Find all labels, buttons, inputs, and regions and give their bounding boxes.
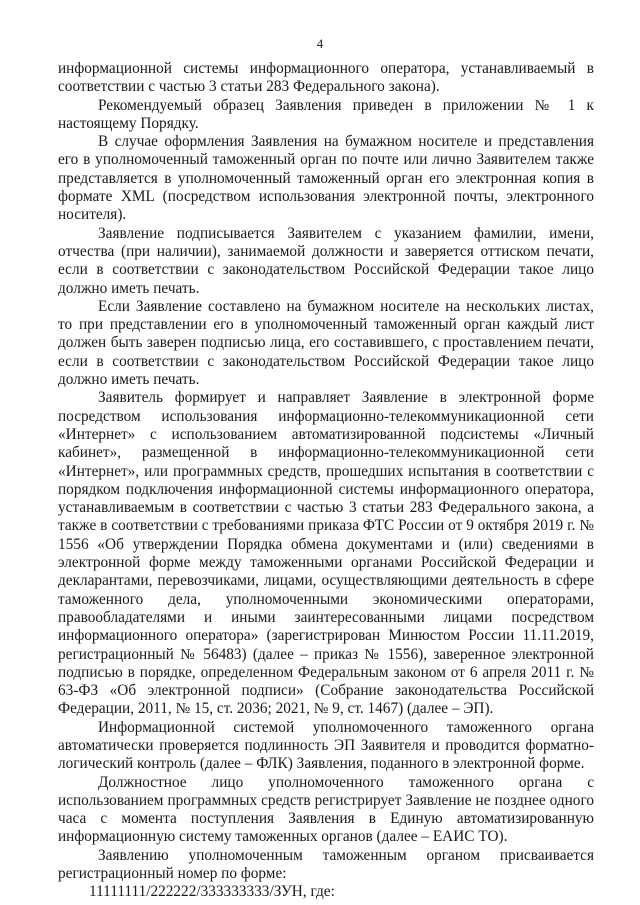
registration-number-format: 11111111/222222/333333333/ЗУН, где: [89,883,335,901]
paragraph-signature: Заявление подписывается Заявителем с указанием фамилии, имени, отчества (при наличии), занимаемой должности и заверяется оттиском печати, если в соответствии с законодательством Российской Федерации такое лицо должно иметь печать. [58,224,594,297]
document-body [58,60,594,902]
paragraph-paper-submission: В случае оформления Заявления на бумажном носителе и представления его в уполномоченный таможенный орган по почте или лично Заявителем также представляется в уполномоченный таможенный орган его электронная копия в формате XML (посредством использования электронной почты, электронного носителя). [58,133,594,224]
paragraph-sample-reference: Рекомендуемый образец Заявления приведен в приложении № 1 к настоящему Порядку. [58,96,594,132]
paragraph-multiple-sheets: Если Заявление составлено на бумажном носителе на нескольких листах, то при представлении его в уполномоченный таможенный орган каждый лист должен быть заверен подписью лица, его составившего, с проставлением печати, если в соответствии с законодательством Российской Федерации такое лицо должно иметь печать. [58,297,594,389]
paragraph-registration-number: Заявлению уполномоченным таможенным органом присваивается регистрационный номер по форме: [58,846,594,883]
page-number: 4 [316,36,324,51]
paragraph-registration: Должностное лицо уполномоченного таможенного органа с использованием программных средств регистрирует Заявление не позднее одного часа с момента поступления Заявления в Единую автоматизированную информационную систему таможенных органов (далее – ЕАИС ТО). [58,773,594,846]
paragraph-continuation: информационной системы информационного оператора, устанавливаемый в соответствии с частью 3 статьи 283 Федерального закона). [58,60,594,96]
paragraph-verification: Информационной системой уполномоченного таможенного органа автоматически проверяется подлинность ЭП Заявителя и проводится форматно-логический контроль (далее – ФЛК) Заявления, поданного в электронной форме. [58,718,594,773]
paragraph-electronic-submission: Заявитель формирует и направляет Заявление в электронной форме посредством использования информационно-телекоммуникационной сети «Интернет» с использованием автоматизированной подсистемы «Личный кабинет», размещенной в информационно-телекоммуникационной сети «Интернет», или программных средств, прошедших испытания в соответствии с порядком подключения информационной системы информационного оператора, устанавливаемым в соответствии с частью 3 статьи 283 Федерального закона, а также в соответствии с требованиями приказа ФТС России от 9 октября 2019 г. № 1556 «Об утверждении Порядка обмена документами и (или) сведениями в электронной форме между таможенными органами Российской Федерации и декларантами, перевозчиками, лицами, осуществляющими деятельность в сфере таможенного дела, уполномоченными экономическими операторами, правообладателями и иными заинтересованными лицами посредством информационного оператора» (зарегистрирован Минюстом России 11.11.2019, регистрационный № 56483) (далее – приказ № 1556), заверенное электронной подписью в порядке, определенном Федеральным законом от 6 апреля 2011 г. № 63-ФЗ «Об электронной подписи» (Собрание законодательства Российской Федерации, 2011, № 15, ст. 2036; 2021, № 9, ст. 1467) (далее – ЭП). [58,389,594,718]
